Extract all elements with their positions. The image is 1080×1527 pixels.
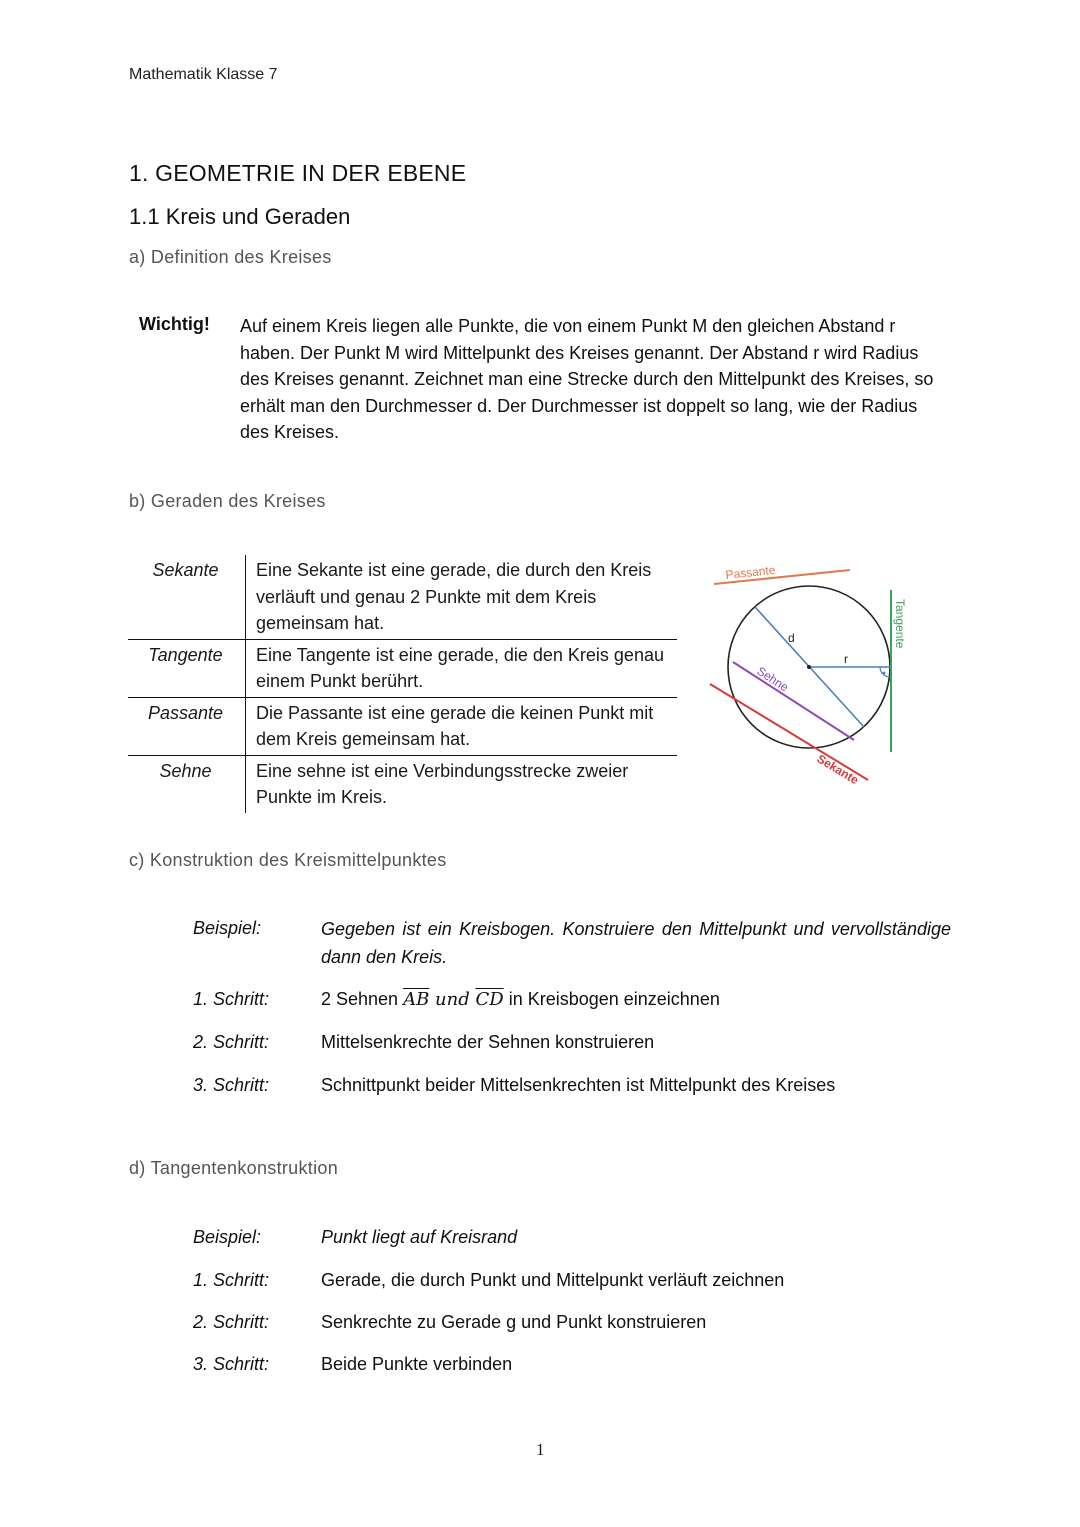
segment-ab: $\overline{AB}$ xyxy=(403,989,430,1010)
right-angle-dot xyxy=(883,672,886,675)
step-2-label: 2. Schritt: xyxy=(193,1312,270,1332)
step-3-text: Beide Punkte verbinden xyxy=(321,1354,513,1374)
step-3-label: 3. Schritt: xyxy=(193,1075,270,1095)
step-1-label: 1. Schritt: xyxy=(193,1270,270,1290)
chapter-title: 1. GEOMETRIE IN DER EBENE xyxy=(129,160,467,186)
table-row xyxy=(128,697,677,755)
desc-sehne: Eine sehne ist eine Verbindungsstrecke zweier Punkte im Kreis. xyxy=(246,755,678,813)
table-row xyxy=(128,555,677,639)
table-row xyxy=(128,755,677,813)
term-tangente: Tangente xyxy=(128,639,246,697)
tangente-label: Tangente xyxy=(893,599,907,649)
desc-passante: Die Passante ist eine gerade die keinen Punkt mit dem Kreis gemeinsam hat. xyxy=(246,697,678,755)
step-2-text: Senkrechte zu Gerade g und Punkt konstruieren xyxy=(321,1312,707,1332)
section-title: 1.1 Kreis und Geraden xyxy=(129,204,351,229)
term-passante: Passante xyxy=(128,697,246,755)
desc-tangente: Eine Tangente ist eine gerade, die den Kreis genau einem Punkt berührt. xyxy=(246,639,678,697)
right-angle-mark xyxy=(880,667,890,677)
step-2-text: Mittelsenkrechte der Sehnen konstruieren xyxy=(321,1032,655,1052)
step-3-label: 3. Schritt: xyxy=(193,1354,270,1374)
step-1-text: 2 Sehnen $\overline{AB}$ und $\overline{CD}$ in Kreisbogen einzeichnen xyxy=(321,989,720,1010)
example-label: Beispiel: xyxy=(193,918,262,938)
subsection-a-title: a) Definition des Kreises xyxy=(129,247,332,267)
example-label: Beispiel: xyxy=(193,1227,262,1247)
lines-definition-table xyxy=(128,555,677,813)
term-sehne: Sehne xyxy=(128,755,246,813)
important-label: Wichtig! xyxy=(139,314,210,334)
example-text: Gegeben ist ein Kreisbogen. Konstruiere den Mittelpunkt und vervollständige dann den Kreis. xyxy=(321,919,951,967)
subsection-d-title: d) Tangentenkonstruktion xyxy=(129,1158,339,1178)
radius-label: r xyxy=(844,652,848,666)
step-1-label: 1. Schritt: xyxy=(193,989,270,1009)
subsection-c-title: c) Konstruktion des Kreismittelpunktes xyxy=(129,850,447,870)
sehne-line xyxy=(733,662,854,740)
desc-sekante: Eine Sekante ist eine gerade, die durch den Kreis verläuft und genau 2 Punkte mit dem Kreis gemeinsam hat. xyxy=(256,560,652,633)
step-3-text: Schnittpunkt beider Mittelsenkrechten ist Mittelpunkt des Kreises xyxy=(321,1075,836,1095)
center-point xyxy=(807,665,811,669)
segment-cd: $\overline{CD}$ xyxy=(475,989,504,1010)
sehne-label: Sehne xyxy=(754,663,792,695)
table-row xyxy=(128,639,677,697)
example-text: Punkt liegt auf Kreisrand xyxy=(321,1227,518,1247)
passante-label: Passante xyxy=(724,562,777,582)
term-sekante: Sekante xyxy=(128,555,246,639)
step-1-text: Gerade, die durch Punkt und Mittelpunkt verläuft zeichnen xyxy=(321,1270,785,1290)
sekante-label: Sekante xyxy=(814,751,862,788)
page-number: 1 xyxy=(536,1440,545,1459)
step-2-label: 2. Schritt: xyxy=(193,1032,270,1052)
subsection-b-title: b) Geraden des Kreises xyxy=(129,491,326,511)
circle-lines-diagram xyxy=(700,555,925,800)
diameter-label: d xyxy=(788,631,795,645)
definition-text: Auf einem Kreis liegen alle Punkte, die von einem Punkt M den gleichen Abstand r haben. Der Punkt M wird Mittelpunkt des Kreises genannt. Der Abstand r wird Radius des Kreises genannt. Zeichnet man eine Strecke durch den Mittelpunkt des Kreises, so erhält man den Durchmesser d. Der Durchmesser ist doppelt so lang, wie der Radius des Kreises. xyxy=(240,316,934,442)
page-header: Mathematik Klasse 7 xyxy=(129,66,278,83)
